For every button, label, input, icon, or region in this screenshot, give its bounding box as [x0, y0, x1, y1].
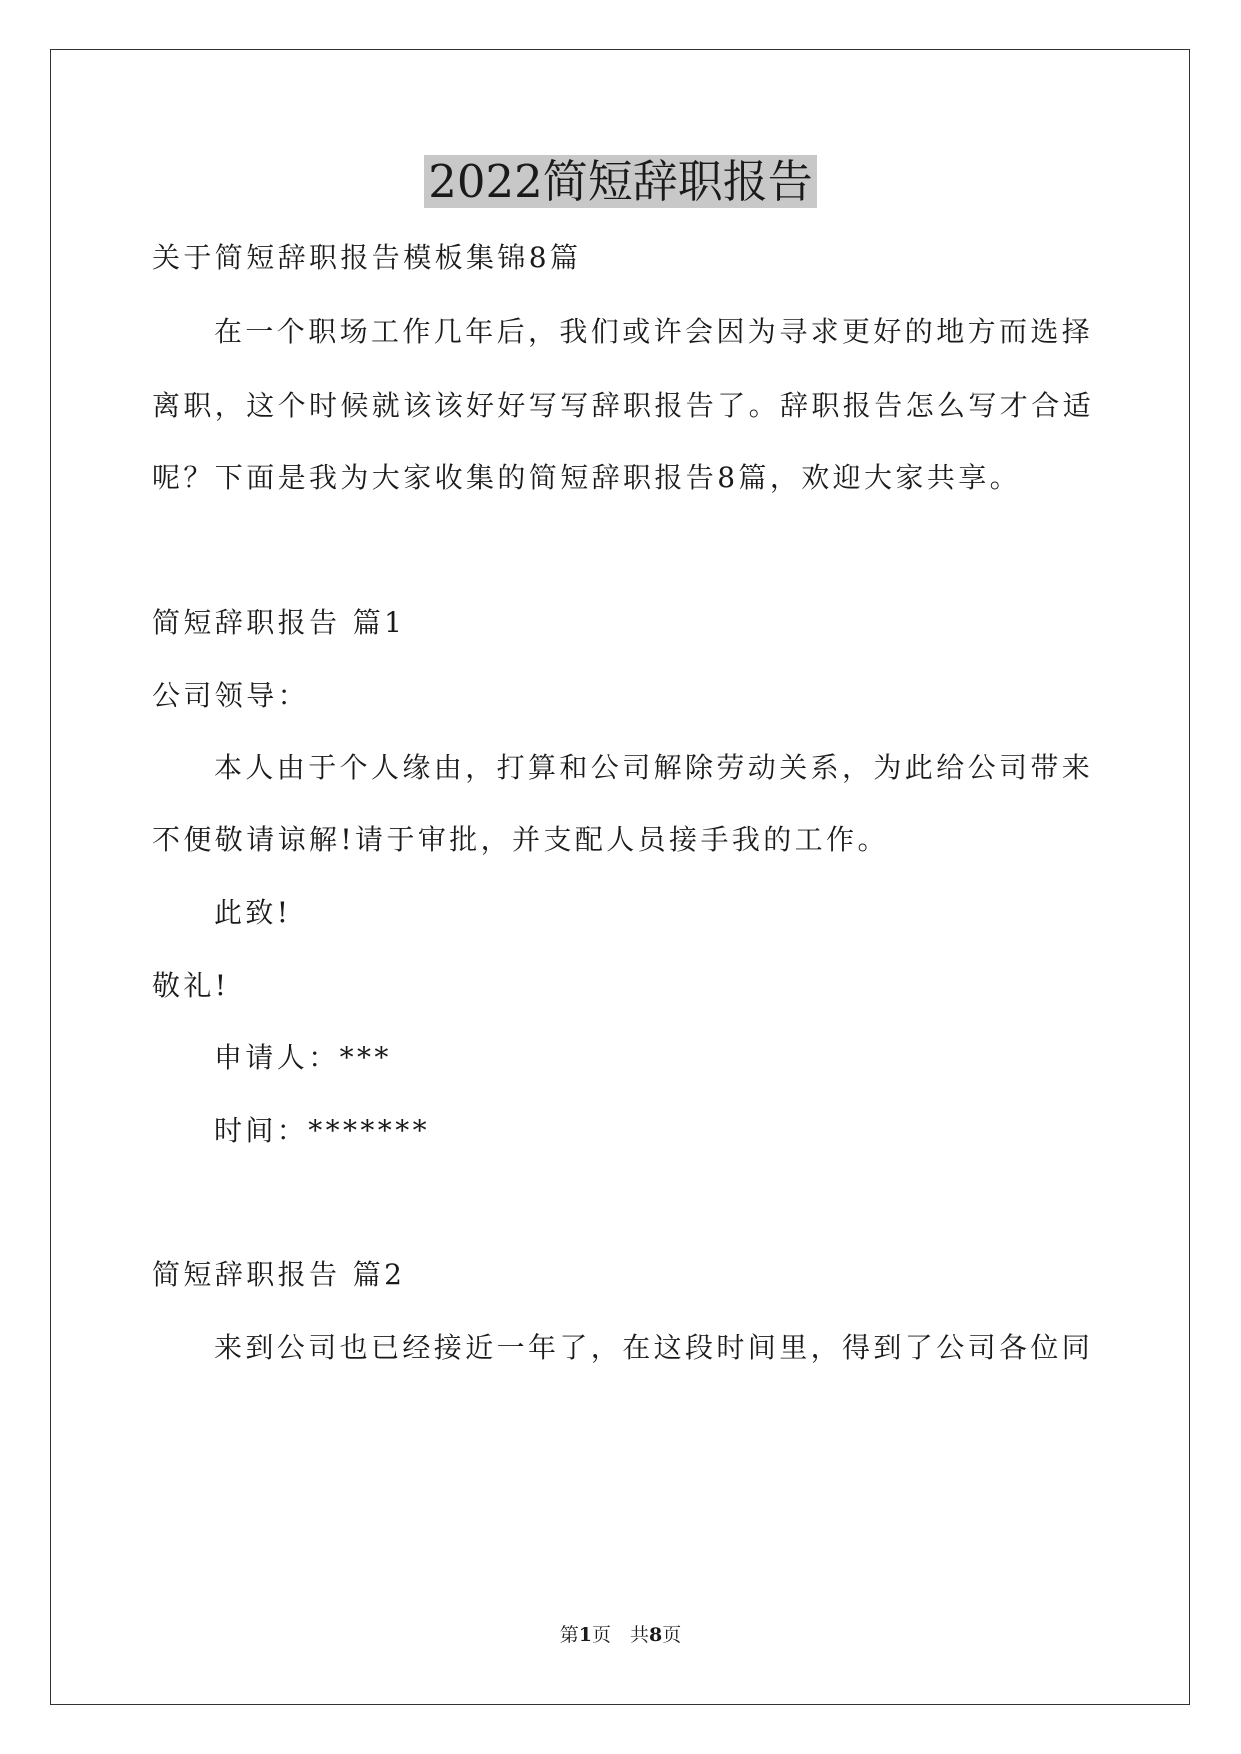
closing-1: 此致! — [214, 896, 292, 929]
intro-paragraph-line-2: 离职，这个时候就该该好好写写辞职报告了。辞职报告怎么写才合适 — [152, 389, 1095, 422]
date-line: 时间：******* — [214, 1114, 431, 1147]
body-line-2: 不便敬请谅解!请于审批，并支配人员接手我的工作。 — [152, 823, 889, 856]
page-number-footer: 第1页 共8页 — [559, 1624, 682, 1646]
section-heading-1: 简短辞职报告 篇1 — [152, 606, 406, 639]
section-2-body-line-1: 来到公司也已经接近一年了，在这段时间里，得到了公司各位同 — [214, 1331, 1094, 1364]
intro-heading: 关于简短辞职报告模板集锦8篇 — [152, 241, 582, 274]
document-title: 2022简短辞职报告 — [0, 152, 1241, 212]
section-heading-2: 简短辞职报告 篇2 — [152, 1258, 406, 1291]
applicant-line: 申请人：*** — [214, 1041, 392, 1074]
closing-2: 敬礼! — [152, 969, 230, 1002]
intro-paragraph-line-3: 呢？下面是我为大家收集的简短辞职报告8篇，欢迎大家共享。 — [152, 461, 1022, 494]
intro-paragraph-line-1: 在一个职场工作几年后，我们或许会因为寻求更好的地方而选择 — [214, 315, 1094, 348]
body-line-1: 本人由于个人缘由，打算和公司解除劳动关系，为此给公司带来 — [214, 751, 1094, 784]
salutation: 公司领导： — [152, 679, 310, 712]
page-border — [50, 49, 1190, 1705]
